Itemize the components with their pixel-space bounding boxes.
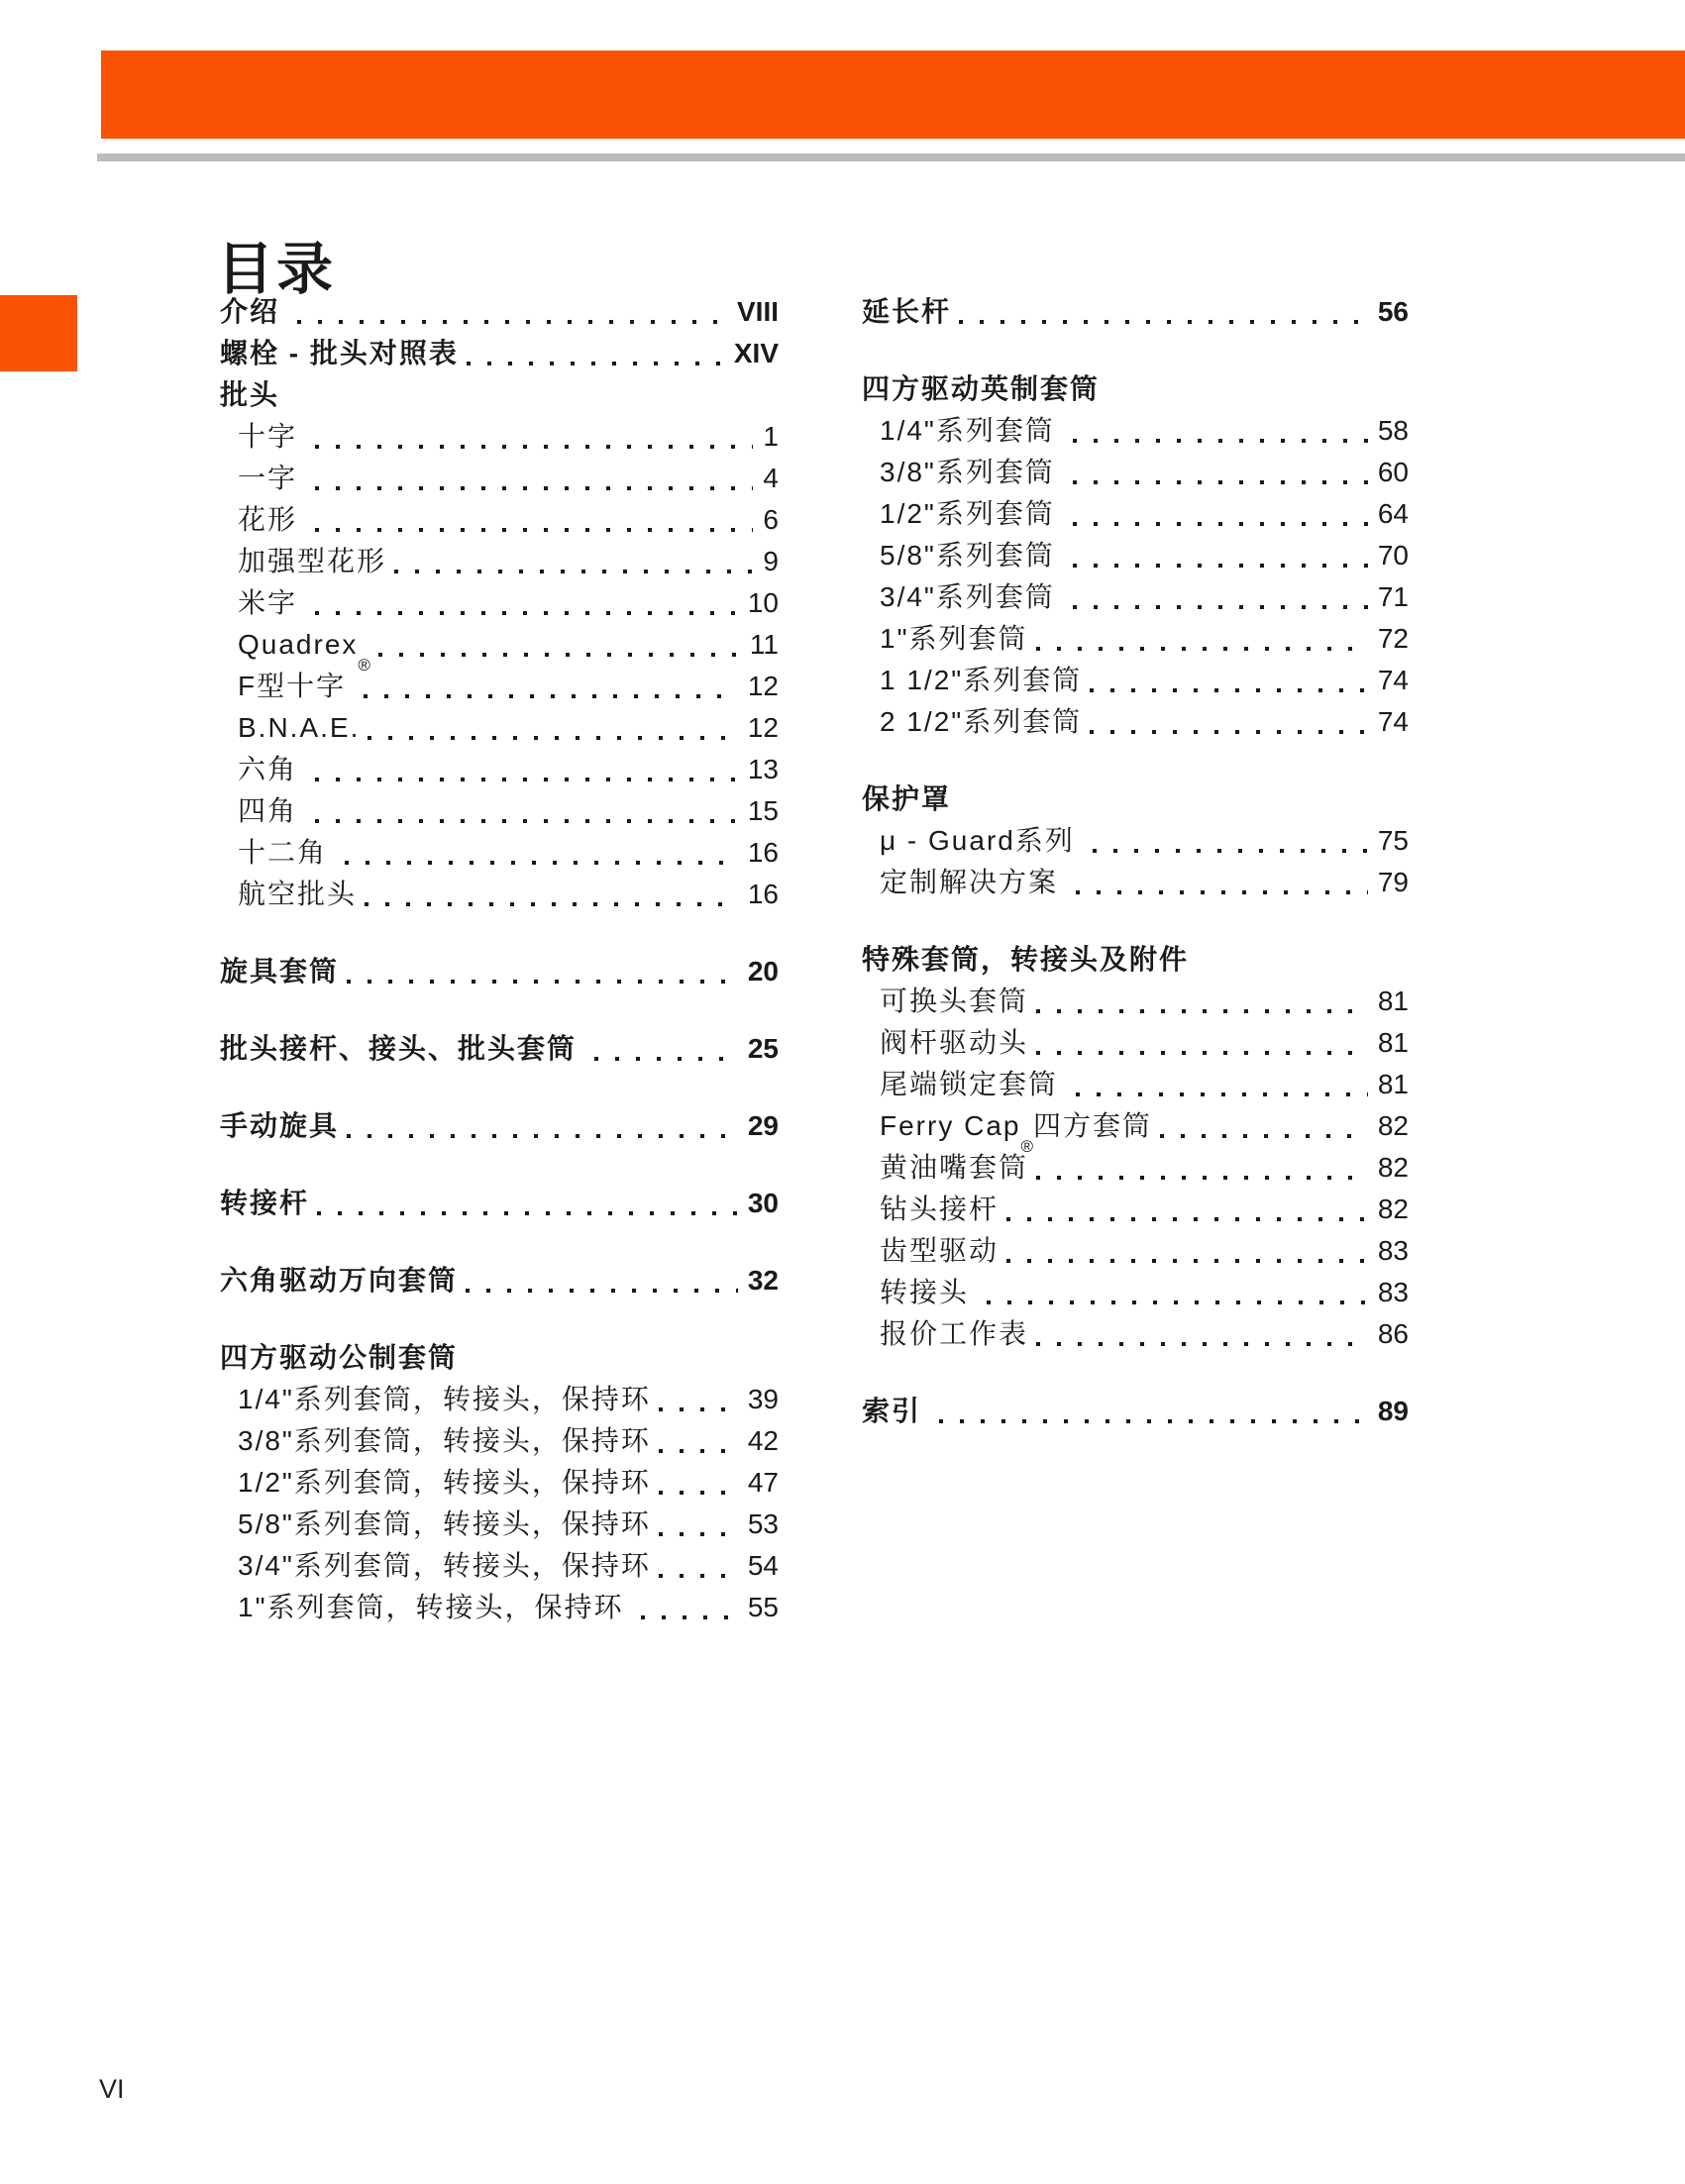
page-number-folio: VI <box>99 2074 125 2104</box>
divider-rule <box>97 154 1685 161</box>
toc-entry-page: 75 <box>1377 825 1409 856</box>
toc-entry-page: 56 <box>1377 296 1409 327</box>
toc-entry-label: 花形 <box>238 504 307 535</box>
toc-entry-label: 十二角 <box>238 837 337 868</box>
toc-entry <box>220 499 779 541</box>
toc-section-label: 四方驱动公制套筒 <box>220 1342 459 1373</box>
toc-entry-page: 13 <box>747 754 779 784</box>
dot-leader <box>1006 1259 1368 1263</box>
dot-leader <box>659 1532 738 1536</box>
toc-entry-label: 齿型驱动 <box>880 1235 1000 1266</box>
dot-leader <box>315 486 754 490</box>
dot-leader <box>1160 1134 1368 1138</box>
toc-entry <box>862 701 1409 743</box>
toc-entry <box>220 874 779 915</box>
toc-entry <box>220 707 779 749</box>
toc-entry <box>862 820 1409 862</box>
toc-right-column <box>862 291 1409 1432</box>
toc-entry-page: 82 <box>1377 1194 1409 1224</box>
toc-entry-label: 1/4"系列套筒 <box>880 415 1065 446</box>
top-banner <box>101 51 1685 139</box>
toc-entry-label: 3/8"系列套筒，转接头，保持环 <box>238 1425 651 1456</box>
dot-leader <box>1076 1092 1368 1096</box>
toc-entry-label: 手动旋具 <box>220 1110 340 1141</box>
dot-leader <box>347 1134 738 1138</box>
toc-entry-page: 15 <box>747 795 779 826</box>
toc-entry-page: 16 <box>747 837 779 868</box>
toc-entry-label: 3/4"系列套筒，转接头，保持环 <box>238 1550 651 1581</box>
toc-entry <box>862 1272 1409 1313</box>
toc-entry-label: 转接杆 <box>220 1188 310 1218</box>
dot-leader <box>365 902 738 906</box>
toc-entry-page: 12 <box>747 712 779 743</box>
dot-leader <box>1073 522 1368 526</box>
toc-entry-page: 81 <box>1377 1027 1409 1058</box>
toc-entry <box>862 981 1409 1022</box>
toc-entry-label: 1"系列套筒 <box>880 623 1028 654</box>
toc-entry-page: 47 <box>747 1467 779 1498</box>
dot-leader <box>1076 890 1368 894</box>
toc-entry-page: 12 <box>747 671 779 701</box>
dot-leader <box>641 1615 738 1619</box>
toc-entry-page: 4 <box>763 463 779 493</box>
toc-entry-page: 71 <box>1377 581 1409 612</box>
toc-entry-label: 转接头 <box>880 1277 979 1307</box>
toc-entry <box>862 1391 1409 1432</box>
toc-entry <box>220 1105 779 1147</box>
toc-entry-page: 82 <box>1377 1110 1409 1141</box>
toc-entry-label: 5/8"系列套筒，转接头，保持环 <box>238 1508 651 1539</box>
toc-entry-page: 42 <box>747 1425 779 1456</box>
toc-entry-label: F型十字 <box>238 671 356 701</box>
toc-section-header <box>862 368 1409 410</box>
toc-entry <box>220 832 779 874</box>
toc-section-header <box>862 779 1409 820</box>
dot-leader <box>659 1407 738 1411</box>
toc-entry <box>220 333 779 374</box>
toc-entry-page: 74 <box>1377 706 1409 737</box>
toc-entry <box>862 1147 1409 1189</box>
toc-entry-page: 89 <box>1377 1396 1409 1426</box>
toc-entry <box>220 1260 779 1301</box>
dot-leader <box>394 570 753 573</box>
toc-entry-page: 58 <box>1377 415 1409 446</box>
dot-leader <box>1073 439 1368 443</box>
toc-entry <box>862 1022 1409 1064</box>
toc-entry-label: 1/4"系列套筒，转接头，保持环 <box>238 1384 651 1414</box>
dot-leader <box>659 1574 738 1578</box>
toc-entry-label: 十字 <box>238 421 307 452</box>
page-title: 目录 <box>217 238 336 302</box>
toc-entry <box>862 576 1409 618</box>
toc-entry <box>862 660 1409 701</box>
toc-entry <box>862 535 1409 576</box>
dot-leader <box>347 980 738 984</box>
toc-entry <box>220 582 779 624</box>
toc-entry <box>220 749 779 790</box>
toc-entry-page: 32 <box>747 1265 779 1296</box>
dot-leader <box>594 1057 738 1061</box>
toc-entry <box>220 291 779 333</box>
toc-entry <box>220 1183 779 1224</box>
dot-leader <box>1093 849 1368 853</box>
toc-entry <box>862 410 1409 452</box>
toc-entry <box>862 493 1409 535</box>
toc-entry <box>220 1420 779 1462</box>
dot-leader <box>1036 1342 1368 1346</box>
toc-entry-label: 2 1/2"系列套筒 <box>880 706 1083 737</box>
dot-leader <box>1090 688 1368 692</box>
dot-leader <box>315 778 738 781</box>
toc-entry-page: 16 <box>747 879 779 909</box>
toc-entry-label: 1 1/2"系列套筒 <box>880 665 1083 695</box>
dot-leader <box>1036 1009 1368 1013</box>
toc-entry-page: 9 <box>763 546 779 576</box>
dot-leader <box>315 611 738 615</box>
toc-entry <box>862 862 1409 903</box>
toc-entry-label: 索引 <box>862 1396 931 1426</box>
toc-entry <box>220 1379 779 1420</box>
toc-entry-page: 53 <box>747 1508 779 1539</box>
dot-leader <box>1036 1176 1368 1180</box>
dot-leader <box>659 1491 738 1495</box>
dot-leader <box>1073 605 1368 609</box>
toc-entry-page: 54 <box>747 1550 779 1581</box>
dot-leader <box>1073 564 1368 568</box>
toc-entry-page: 60 <box>1377 457 1409 487</box>
toc-entry-label: 5/8"系列套筒 <box>880 540 1065 571</box>
toc-entry-page: 39 <box>747 1384 779 1414</box>
dot-leader <box>1036 1051 1368 1055</box>
toc-entry <box>220 1504 779 1545</box>
toc-entry <box>220 541 779 582</box>
toc-entry-page: 20 <box>747 956 779 987</box>
toc-section-label: 特殊套筒，转接头及附件 <box>862 944 1190 975</box>
toc-entry <box>220 790 779 832</box>
toc-entry-label: 一字 <box>238 463 307 493</box>
dot-leader <box>345 861 738 865</box>
toc-entry-page: 79 <box>1377 867 1409 897</box>
toc-entry-label: 定制解决方案 <box>880 867 1068 897</box>
dot-leader <box>987 1300 1368 1304</box>
toc-entry-label: 阀杆驱动头 <box>880 1027 1029 1058</box>
dot-leader <box>959 320 1368 324</box>
toc-entry: Quadrex ® 11 <box>220 624 779 666</box>
toc-section-label: 四方驱动英制套筒 <box>862 373 1101 404</box>
toc-entry-page: VIII <box>736 296 779 327</box>
dot-leader <box>317 1211 738 1215</box>
toc-entry-label: Quadrex <box>238 629 359 660</box>
toc-entry-page: 64 <box>1377 498 1409 529</box>
toc-entry-label: 米字 <box>238 587 307 618</box>
toc-entry-page: 6 <box>763 504 779 535</box>
toc-entry <box>220 1587 779 1628</box>
toc-entry-page: 72 <box>1377 623 1409 654</box>
toc-entry-page: 81 <box>1377 1069 1409 1099</box>
toc-section-header <box>220 374 779 416</box>
toc-entry-page: 83 <box>1377 1235 1409 1266</box>
toc-entry-page: XIV <box>733 338 779 368</box>
toc-entry-label: 可换头套筒 <box>880 986 1029 1016</box>
toc-entry-label: 1"系列套筒，转接头，保持环 <box>238 1592 634 1622</box>
dot-leader <box>378 653 740 657</box>
toc-entry-page: 30 <box>747 1188 779 1218</box>
toc-entry-label: 介绍 <box>220 296 289 327</box>
toc-entry-label: 航空批头 <box>238 879 358 909</box>
dot-leader <box>1006 1217 1368 1221</box>
toc-entry <box>220 416 779 458</box>
toc-section-label: 保护罩 <box>862 783 952 814</box>
toc-entry <box>220 1462 779 1504</box>
accent-square <box>0 295 77 371</box>
toc-entry-page: 86 <box>1377 1318 1409 1349</box>
toc-entry-page: 25 <box>747 1033 779 1064</box>
toc-entry-label: 报价工作表 <box>880 1318 1029 1349</box>
toc-entry-label: 批头接杆、接头、批头套筒 <box>220 1033 586 1064</box>
toc-entry <box>220 1545 779 1587</box>
toc-entry-label: 黄油嘴套筒 <box>880 1152 1029 1183</box>
toc-entry: Ferry Cap ® 四方套筒 82 <box>862 1105 1409 1147</box>
toc-entry <box>862 1064 1409 1105</box>
dot-leader <box>1090 730 1368 734</box>
toc-entry <box>862 1189 1409 1230</box>
toc-left-column <box>220 291 779 1628</box>
toc-entry-label: 3/4"系列套筒 <box>880 581 1065 612</box>
toc-entry <box>220 1028 779 1070</box>
toc-entry-page: 11 <box>749 629 779 660</box>
toc-entry <box>220 951 779 992</box>
toc-entry <box>862 1230 1409 1272</box>
toc-section-header <box>220 1337 779 1379</box>
toc-entry-label: 六角 <box>238 754 307 784</box>
dot-leader <box>1073 480 1368 484</box>
toc-entry-label: 3/8"系列套筒 <box>880 457 1065 487</box>
toc-entry-label: 1/2"系列套筒，转接头，保持环 <box>238 1467 651 1498</box>
toc-entry-page: 10 <box>747 587 779 618</box>
dot-leader <box>466 1289 738 1293</box>
toc-entry-label: 加强型花形 <box>238 546 387 576</box>
toc-entry-label: 六角驱动万向套筒 <box>220 1265 459 1296</box>
toc-entry <box>862 291 1409 333</box>
toc-entry-page: 29 <box>747 1110 779 1141</box>
toc-entry <box>862 452 1409 493</box>
toc-entry-label: 螺栓 - 批头对照表 <box>220 338 459 368</box>
dot-leader <box>315 528 754 532</box>
dot-leader <box>315 819 738 823</box>
toc-entry <box>220 666 779 707</box>
toc-entry-label: 旋具套筒 <box>220 956 340 987</box>
toc-entry-page: 55 <box>747 1592 779 1622</box>
dot-leader <box>315 445 754 449</box>
toc-entry-label: 1/2"系列套筒 <box>880 498 1065 529</box>
toc-entry <box>862 618 1409 660</box>
toc-entry-label: 四方套筒 <box>1033 1110 1153 1141</box>
toc-entry-page: 83 <box>1377 1277 1409 1307</box>
toc-section-label: 批头 <box>220 379 280 410</box>
toc-entry-page: 70 <box>1377 540 1409 571</box>
dot-leader <box>467 362 724 365</box>
toc-entry-label: Ferry Cap <box>880 1110 1021 1141</box>
dot-leader <box>939 1419 1368 1423</box>
toc-entry-page: 1 <box>763 421 779 452</box>
toc-entry-page: 74 <box>1377 665 1409 695</box>
toc-entry-label: μ - Guard系列 <box>880 825 1085 856</box>
toc-entry-page: 82 <box>1377 1152 1409 1183</box>
toc-entry-label: 尾端锁定套筒 <box>880 1069 1068 1099</box>
dot-leader <box>364 694 738 698</box>
dot-leader <box>297 320 727 324</box>
dot-leader <box>368 736 737 740</box>
toc-entry <box>220 458 779 499</box>
toc-section-header <box>862 939 1409 981</box>
toc-entry <box>862 1313 1409 1355</box>
toc-entry-label: B.N.A.E. <box>238 712 361 743</box>
toc-entry-label: 四角 <box>238 795 307 826</box>
dot-leader <box>1036 647 1368 651</box>
toc-entry-page: 81 <box>1377 986 1409 1016</box>
toc-entry-label: 钻头接杆 <box>880 1194 1000 1224</box>
dot-leader <box>659 1449 738 1453</box>
toc-entry-label: 延长杆 <box>862 296 952 327</box>
